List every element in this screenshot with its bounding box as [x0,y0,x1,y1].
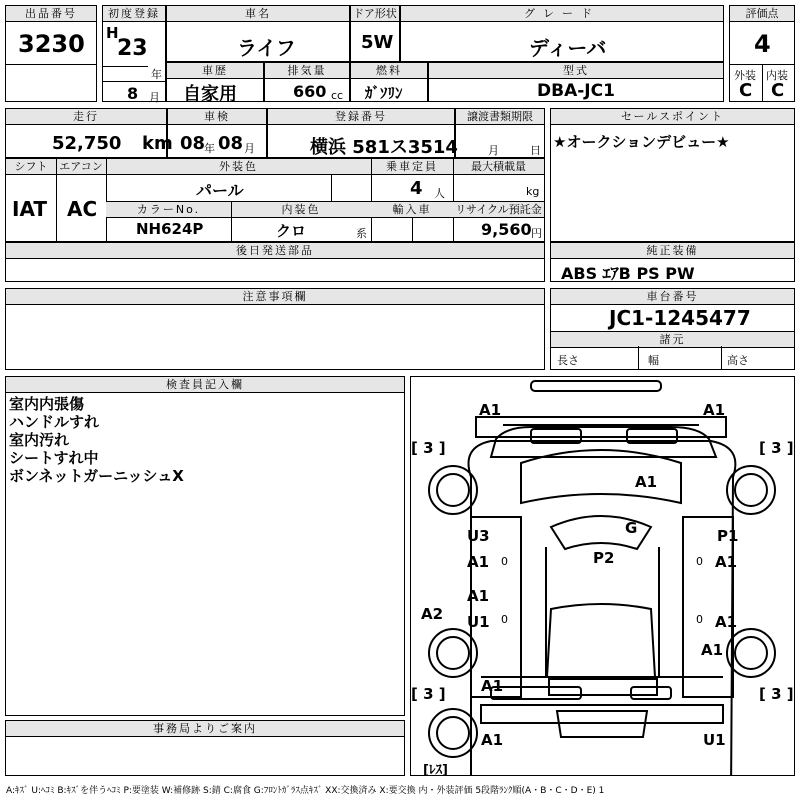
color-no-label: カラーNo. [106,202,231,218]
height-label: 高さ [727,354,749,367]
chassis-number: JC1-1245477 [609,306,751,330]
transfer-month-unit: 月 [488,144,499,157]
damage-mark-hood: A1 [635,473,658,491]
equipment: ABS ｴｱB PS PW [561,264,695,283]
office-box [5,720,405,776]
damage-mark-front-left: A1 [479,401,502,419]
tire-rear-right: [ 3 ] [759,685,794,703]
grade-box [400,5,724,62]
damage-mark-left-lower-a: A1 [467,587,490,605]
zero-mark: 0 [696,613,703,626]
fuel-label: 燃料 [351,63,427,79]
sales-point: ★オークションデビュー★ [553,133,730,151]
capacity-unit: 人 [434,187,445,200]
inspector-note: ハンドルすれ [9,413,100,431]
reg-month: 8 [127,84,139,103]
car-name-label: 車名 [167,6,349,22]
later-parts-box [5,242,545,282]
damage-mark-left-door-u: U3 [467,527,490,545]
inspection-year-unit: 年 [204,142,215,155]
inspector-note: シートすれ中 [9,449,99,467]
interior-color-label: 内装色 [231,202,371,218]
interior-grade: C [771,80,785,101]
interior-label: 内装 [766,69,788,82]
damage-mark-right-lower-a: A1 [715,613,738,631]
legend: A:ｷｽﾞ U:ﾍｺﾐ B:ｷｽﾞを伴うﾍｺﾐ P:要塗装 W:補修跡 S:錆 C:腐食 G:ﾌﾛﾝﾄｶﾞﾗｽ点ｷｽﾞ XX:交換済み X:要交換 内・外装評価 5段階ﾗﾝｸ順(A・B・C・D・E) 1 [6,786,605,796]
month-unit: 月 [149,91,160,104]
model-label: 型式 [429,63,723,79]
inspector-label: 検査員記入欄 [6,377,404,393]
loading-label: 最大積載量 [453,159,544,175]
model: DBA-JC1 [537,81,615,101]
model-box [428,62,724,102]
tire-front-right: [ 3 ] [759,439,794,457]
damage-mark-front-right: A1 [703,401,726,419]
plate-box [267,108,458,158]
sales-label: セールスポイント [551,109,794,125]
recycle-unit: 円 [531,227,542,240]
ac: AC [67,197,98,221]
door-box [350,5,400,62]
mileage-unit: km [142,133,173,154]
damage-mark-left-side: A2 [421,605,444,623]
spec-grid [5,158,545,242]
first-reg-label: 初度登録 [103,6,165,22]
displacement: 660 [293,82,327,101]
sales-point-box [550,108,795,242]
mileage-box [5,108,173,158]
tire-rear-left: [ 3 ] [411,685,446,703]
color: パール [196,181,244,200]
mileage: 52,750 [52,133,122,154]
car-name-box [166,5,350,62]
damage-mark-right-rear: A1 [701,641,724,659]
lot-number-label: 出品番号 [6,6,96,22]
first-registration-box [102,5,166,102]
year-unit: 年 [151,68,162,81]
dims-label: 諸元 [551,331,794,348]
era: H [106,24,119,42]
score-box [729,5,795,102]
spare-tire-mark: [ﾚｽ] [423,763,448,778]
transfer-day-unit: 日 [530,144,541,157]
door-type: 5W [361,32,394,53]
inspector-note: ボンネットガーニッシュX [9,467,184,485]
later-parts-label: 後日発送部品 [6,243,544,259]
interior-color: クロ [276,222,307,240]
import-label: 輸入車 [371,202,453,218]
notes-label: 注意事項欄 [6,289,544,305]
shift-label: シフト [6,159,56,175]
lot-number: 3230 [18,30,85,58]
displacement-box [264,62,350,102]
inspection-label: 車検 [168,109,266,125]
recycle: 9,560 [481,220,532,239]
grade-label: グレード [401,6,723,22]
inspector-note: 室内汚れ [9,431,70,449]
recycle-label: リサイクル預託金 [453,202,544,218]
capacity: 4 [410,178,423,199]
mileage-label: 走行 [6,109,166,125]
damage-mark-left-door-a: A1 [467,553,490,571]
inspection-box [167,108,267,158]
score: 4 [754,30,771,58]
transfer-label: 譲渡書類期限 [456,109,544,125]
notes-box [5,288,545,370]
chassis-box [550,288,795,370]
fuel-box [350,62,428,102]
inspector-box [5,376,405,716]
exterior-grade: C [739,80,753,101]
capacity-label: 乗車定員 [371,159,453,175]
damage-mark-rear-left: A1 [481,731,504,749]
car-diagram [410,376,795,776]
door-label: ドア形状 [351,6,399,22]
equipment-box [550,242,795,282]
plate: 横浜 581ス3514 [310,137,458,158]
grade: ディーバ [529,36,607,60]
car-name: ライフ [237,36,296,60]
color-label: 外装色 [106,159,371,175]
inspection-month-unit: 月 [244,142,255,155]
zero-mark: 0 [696,555,703,568]
damage-mark-center: P2 [593,549,615,567]
fuel: ｶﾞｿﾘﾝ [365,84,403,102]
transfer-box [455,108,545,158]
damage-mark-roof: G [625,519,638,537]
color-no: NH624P [136,220,204,238]
reg-year: 23 [117,36,148,61]
shift: IAT [12,197,48,221]
chassis-label: 車台番号 [551,289,794,305]
equipment-label: 純正装備 [551,243,794,259]
loading-unit: kg [526,185,540,198]
width-label: 幅 [648,354,659,367]
tire-front-left: [ 3 ] [411,439,446,457]
history-label: 車歴 [167,63,263,79]
length-label: 長さ [557,354,579,367]
history: 自家用 [183,84,237,105]
zero-mark: 0 [501,555,508,568]
damage-mark-left-lower-u: U1 [467,613,490,631]
displacement-label: 排気量 [265,63,349,79]
inspector-note: 室内内張傷 [9,395,85,413]
zero-mark: 0 [501,613,508,626]
score-label: 評価点 [730,6,794,22]
damage-mark-right-door-p: P1 [717,527,739,545]
plate-label: 登録番号 [268,109,454,125]
damage-mark-rear-right: U1 [703,731,726,749]
displacement-unit: cc [331,89,344,102]
car-outline [411,377,794,775]
lot-number-box [5,5,97,102]
ac-label: エアコン [56,159,106,175]
interior-color-unit: 系 [356,227,367,240]
office-label: 事務局よりご案内 [6,721,404,737]
damage-mark-right-door-a: A1 [715,553,738,571]
inspection-month: 08 [218,133,244,154]
inspection-year: 08 [180,133,206,154]
history-box [166,62,264,105]
exterior-label: 外装 [734,69,756,82]
damage-mark-left-rear: A1 [481,677,504,695]
